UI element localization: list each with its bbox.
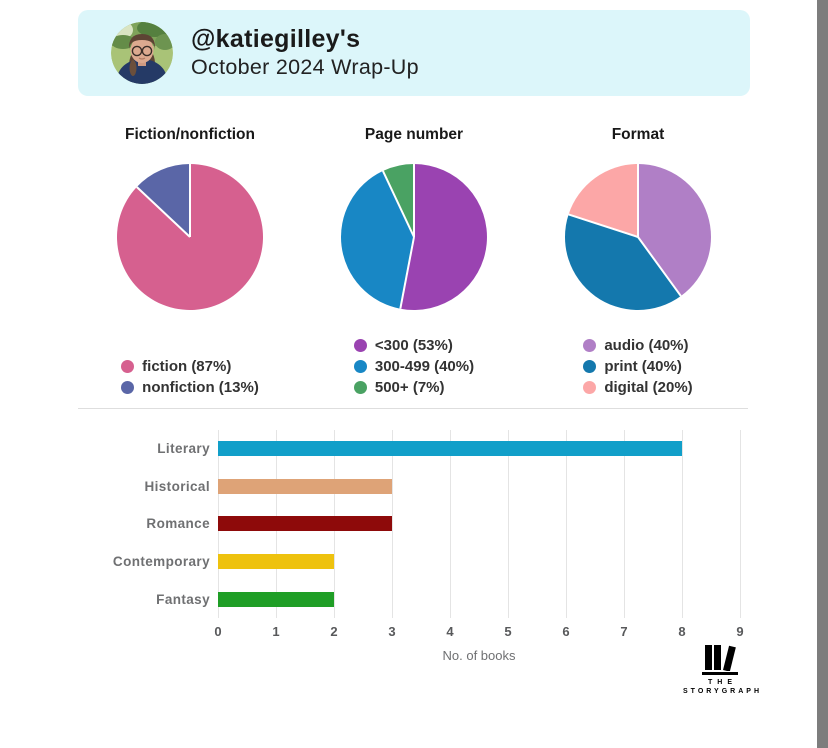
pie-chart-format xyxy=(526,126,750,398)
legend-row xyxy=(121,356,259,377)
pie-charts-row xyxy=(78,126,750,398)
header-banner xyxy=(78,10,750,96)
bar-historical xyxy=(218,479,392,494)
bar-row xyxy=(218,543,740,581)
legend-label: print (40%) xyxy=(604,358,682,375)
bar-row xyxy=(218,430,740,468)
bar-category-label: Romance xyxy=(146,516,210,532)
bar-category-label: Contemporary xyxy=(112,554,210,570)
legend-label: audio (40%) xyxy=(604,337,689,354)
pie-legend xyxy=(354,332,474,398)
legend-row xyxy=(354,377,474,398)
bar-category-label: Fantasy xyxy=(156,591,210,607)
legend-label: fiction (87%) xyxy=(142,358,232,375)
legend-dot-icon xyxy=(121,360,134,373)
header-text xyxy=(191,25,419,81)
pie-legend xyxy=(583,332,692,398)
page-title: @katiegilley's xyxy=(191,25,361,54)
legend-dot-icon xyxy=(583,381,596,394)
logo-text-storygraph: STORYGRAPH xyxy=(683,688,763,695)
x-tick-label: 4 xyxy=(446,624,454,639)
bar-row xyxy=(218,468,740,506)
legend-dot-icon xyxy=(583,360,596,373)
legend-dot-icon xyxy=(354,381,367,394)
bar-category-label: Historical xyxy=(144,478,210,494)
bar-category-labels xyxy=(0,430,210,618)
x-tick-label: 6 xyxy=(562,624,570,639)
x-tick-label: 2 xyxy=(330,624,338,639)
bar-category-label: Literary xyxy=(157,441,210,457)
legend-label: 500+ (7%) xyxy=(374,379,445,396)
window-edge-strip xyxy=(817,0,828,748)
x-axis-label: No. of books xyxy=(442,648,516,663)
x-tick-label: 5 xyxy=(504,624,512,639)
pie-chart-fiction-nonfiction xyxy=(78,126,302,398)
legend-dot-icon xyxy=(583,339,596,352)
legend-label: nonfiction (13%) xyxy=(142,379,259,396)
page-subtitle: October 2024 Wrap-Up xyxy=(191,54,419,79)
pie-legend xyxy=(121,332,259,398)
storygraph-logo xyxy=(680,644,763,697)
legend-dot-icon xyxy=(121,381,134,394)
bar-romance xyxy=(218,516,392,531)
bar-contemporary xyxy=(218,554,334,569)
x-tick-label: 3 xyxy=(388,624,396,639)
section-divider xyxy=(78,408,748,409)
legend-dot-icon xyxy=(354,339,367,352)
legend-row xyxy=(583,356,692,377)
pie-graphic xyxy=(115,162,265,312)
pie-graphic xyxy=(339,162,489,312)
legend-row xyxy=(583,377,692,398)
avatar xyxy=(111,22,173,84)
x-tick-label: 1 xyxy=(272,624,280,639)
legend-label: <300 (53%) xyxy=(374,337,453,354)
bar-literary xyxy=(218,441,682,456)
logo-shelf-rule xyxy=(702,672,738,675)
bar-row xyxy=(218,505,740,543)
legend-label: 300-499 (40%) xyxy=(374,358,475,375)
x-tick-label: 8 xyxy=(678,624,686,639)
books-icon xyxy=(702,644,738,671)
pie-chart-page-number xyxy=(302,126,526,398)
legend-label: digital (20%) xyxy=(604,379,693,396)
x-tick-label: 7 xyxy=(620,624,628,639)
pie-graphic xyxy=(563,162,713,312)
pie-title: Fiction/nonfiction xyxy=(124,126,255,143)
x-axis-ticks xyxy=(214,624,744,642)
legend-dot-icon xyxy=(354,360,367,373)
pie-title: Page number xyxy=(364,126,464,143)
bar-row xyxy=(218,580,740,618)
bar-plot-area xyxy=(218,430,741,618)
x-tick-label: 9 xyxy=(736,624,744,639)
x-tick-label: 0 xyxy=(214,624,222,639)
pie-title: Format xyxy=(611,126,665,143)
bar-fantasy xyxy=(218,592,334,607)
legend-row xyxy=(354,335,474,356)
legend-row xyxy=(583,335,692,356)
avatar-image xyxy=(111,22,173,84)
legend-row xyxy=(121,377,259,398)
legend-row xyxy=(354,356,474,377)
logo-text-the: THE xyxy=(708,679,737,686)
